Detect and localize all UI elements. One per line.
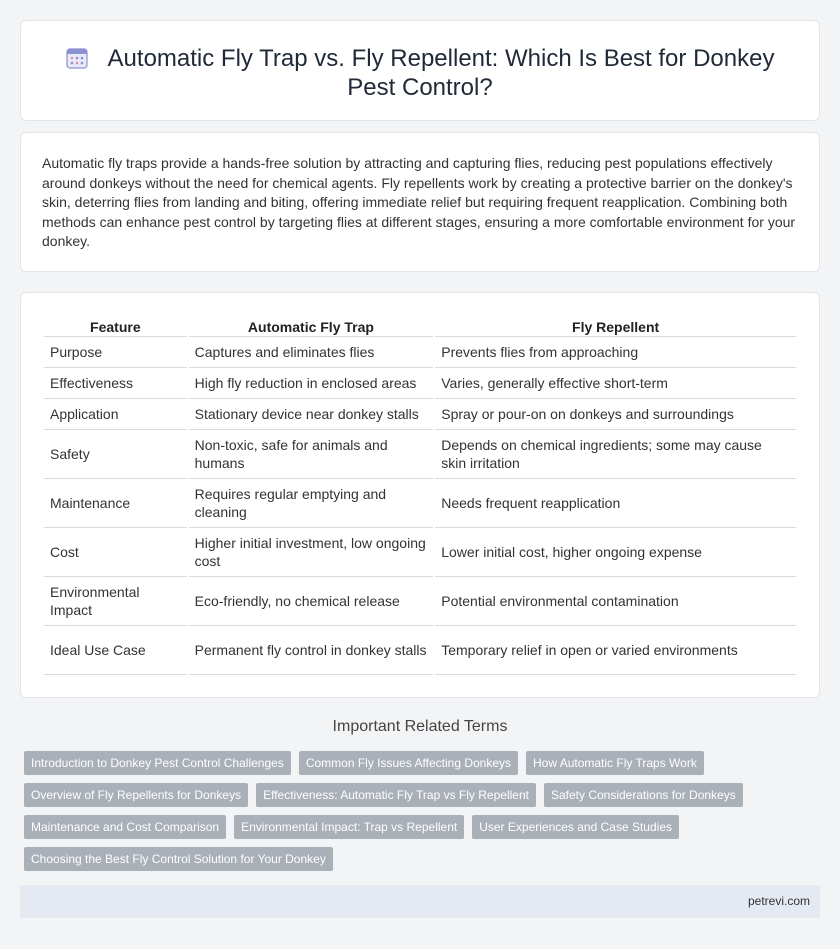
intro-card [20, 132, 820, 272]
title-card [20, 20, 820, 121]
tag-row [24, 815, 804, 839]
calendar-grid-icon [66, 47, 88, 69]
comparison-table [42, 315, 798, 675]
feature-cell: Ideal Use Case [44, 626, 187, 675]
related-tag[interactable]: Safety Considerations for Donkeys [544, 783, 743, 807]
page-title-wrap [21, 44, 819, 102]
tag-row [24, 751, 804, 775]
table-row [44, 399, 796, 430]
related-tag[interactable]: User Experiences and Case Studies [472, 815, 679, 839]
repellent-cell: Prevents flies from approaching [435, 337, 796, 368]
header-feature: Feature [44, 315, 187, 337]
related-tag[interactable]: Overview of Fly Repellents for Donkeys [24, 783, 248, 807]
intro-paragraph: Automatic fly traps provide a hands-free solution by attracting and capturing flies, reducing pest populations effectively around donkeys without the need for chemical agents. Fly repellents work by creating a protective barrier on the donkey's skin, deterring flies from landing and biting, offering immediate relief but requiring frequent reapplication. Combining both methods can enhance pest control by targeting flies at different stages, ensuring a more comfortable environment for your donkey. [42, 155, 796, 249]
trap-cell: Non-toxic, safe for animals and humans [189, 430, 434, 479]
related-terms-title: Important Related Terms [332, 718, 508, 735]
feature-cell: Purpose [44, 337, 187, 368]
trap-cell: Higher initial investment, low ongoing cost [189, 528, 434, 577]
table-header-row [44, 315, 796, 337]
feature-cell: Cost [44, 528, 187, 577]
trap-cell: High fly reduction in enclosed areas [189, 368, 434, 399]
feature-cell: Effectiveness [44, 368, 187, 399]
table-row [44, 368, 796, 399]
trap-cell: Stationary device near donkey stalls [189, 399, 434, 430]
related-tag[interactable]: Maintenance and Cost Comparison [24, 815, 226, 839]
related-tag[interactable]: Introduction to Donkey Pest Control Challenges [24, 751, 291, 775]
trap-cell: Eco-friendly, no chemical release [189, 577, 434, 626]
footer-bar [20, 885, 820, 918]
related-tag[interactable]: Effectiveness: Automatic Fly Trap vs Fly Repellent [256, 783, 536, 807]
tag-row [24, 783, 804, 807]
repellent-cell: Spray or pour-on on donkeys and surroundings [435, 399, 796, 430]
header-fly-repellent: Fly Repellent [435, 315, 796, 337]
feature-cell: Application [44, 399, 187, 430]
feature-cell: Maintenance [44, 479, 187, 528]
tag-row [24, 847, 804, 871]
footer-site-link[interactable]: petrevi.com [747, 894, 810, 908]
repellent-cell: Needs frequent reapplication [435, 479, 796, 528]
table-row [44, 626, 796, 675]
repellent-cell: Varies, generally effective short-term [435, 368, 796, 399]
table-row [44, 430, 796, 479]
repellent-cell: Depends on chemical ingredients; some may cause skin irritation [435, 430, 796, 479]
table-row [44, 528, 796, 577]
table-row [44, 577, 796, 626]
related-tag[interactable]: Choosing the Best Fly Control Solution for Your Donkey [24, 847, 333, 871]
comparison-table-card [20, 292, 820, 698]
table-row [44, 337, 796, 368]
trap-cell: Requires regular emptying and cleaning [189, 479, 434, 528]
page-title: Automatic Fly Trap vs. Fly Repellent: Which Is Best for Donkey Pest Control? [107, 45, 775, 101]
related-terms-tags [24, 751, 804, 879]
header-automatic-fly-trap: Automatic Fly Trap [189, 315, 434, 337]
feature-cell: Environmental Impact [44, 577, 187, 626]
repellent-cell: Lower initial cost, higher ongoing expense [435, 528, 796, 577]
related-tag[interactable]: How Automatic Fly Traps Work [526, 751, 704, 775]
repellent-cell: Temporary relief in open or varied environments [435, 626, 796, 675]
related-tag[interactable]: Environmental Impact: Trap vs Repellent [234, 815, 464, 839]
feature-cell: Safety [44, 430, 187, 479]
repellent-cell: Potential environmental contamination [435, 577, 796, 626]
table-row [44, 479, 796, 528]
related-tag[interactable]: Common Fly Issues Affecting Donkeys [299, 751, 518, 775]
trap-cell: Captures and eliminates flies [189, 337, 434, 368]
trap-cell: Permanent fly control in donkey stalls [189, 626, 434, 675]
